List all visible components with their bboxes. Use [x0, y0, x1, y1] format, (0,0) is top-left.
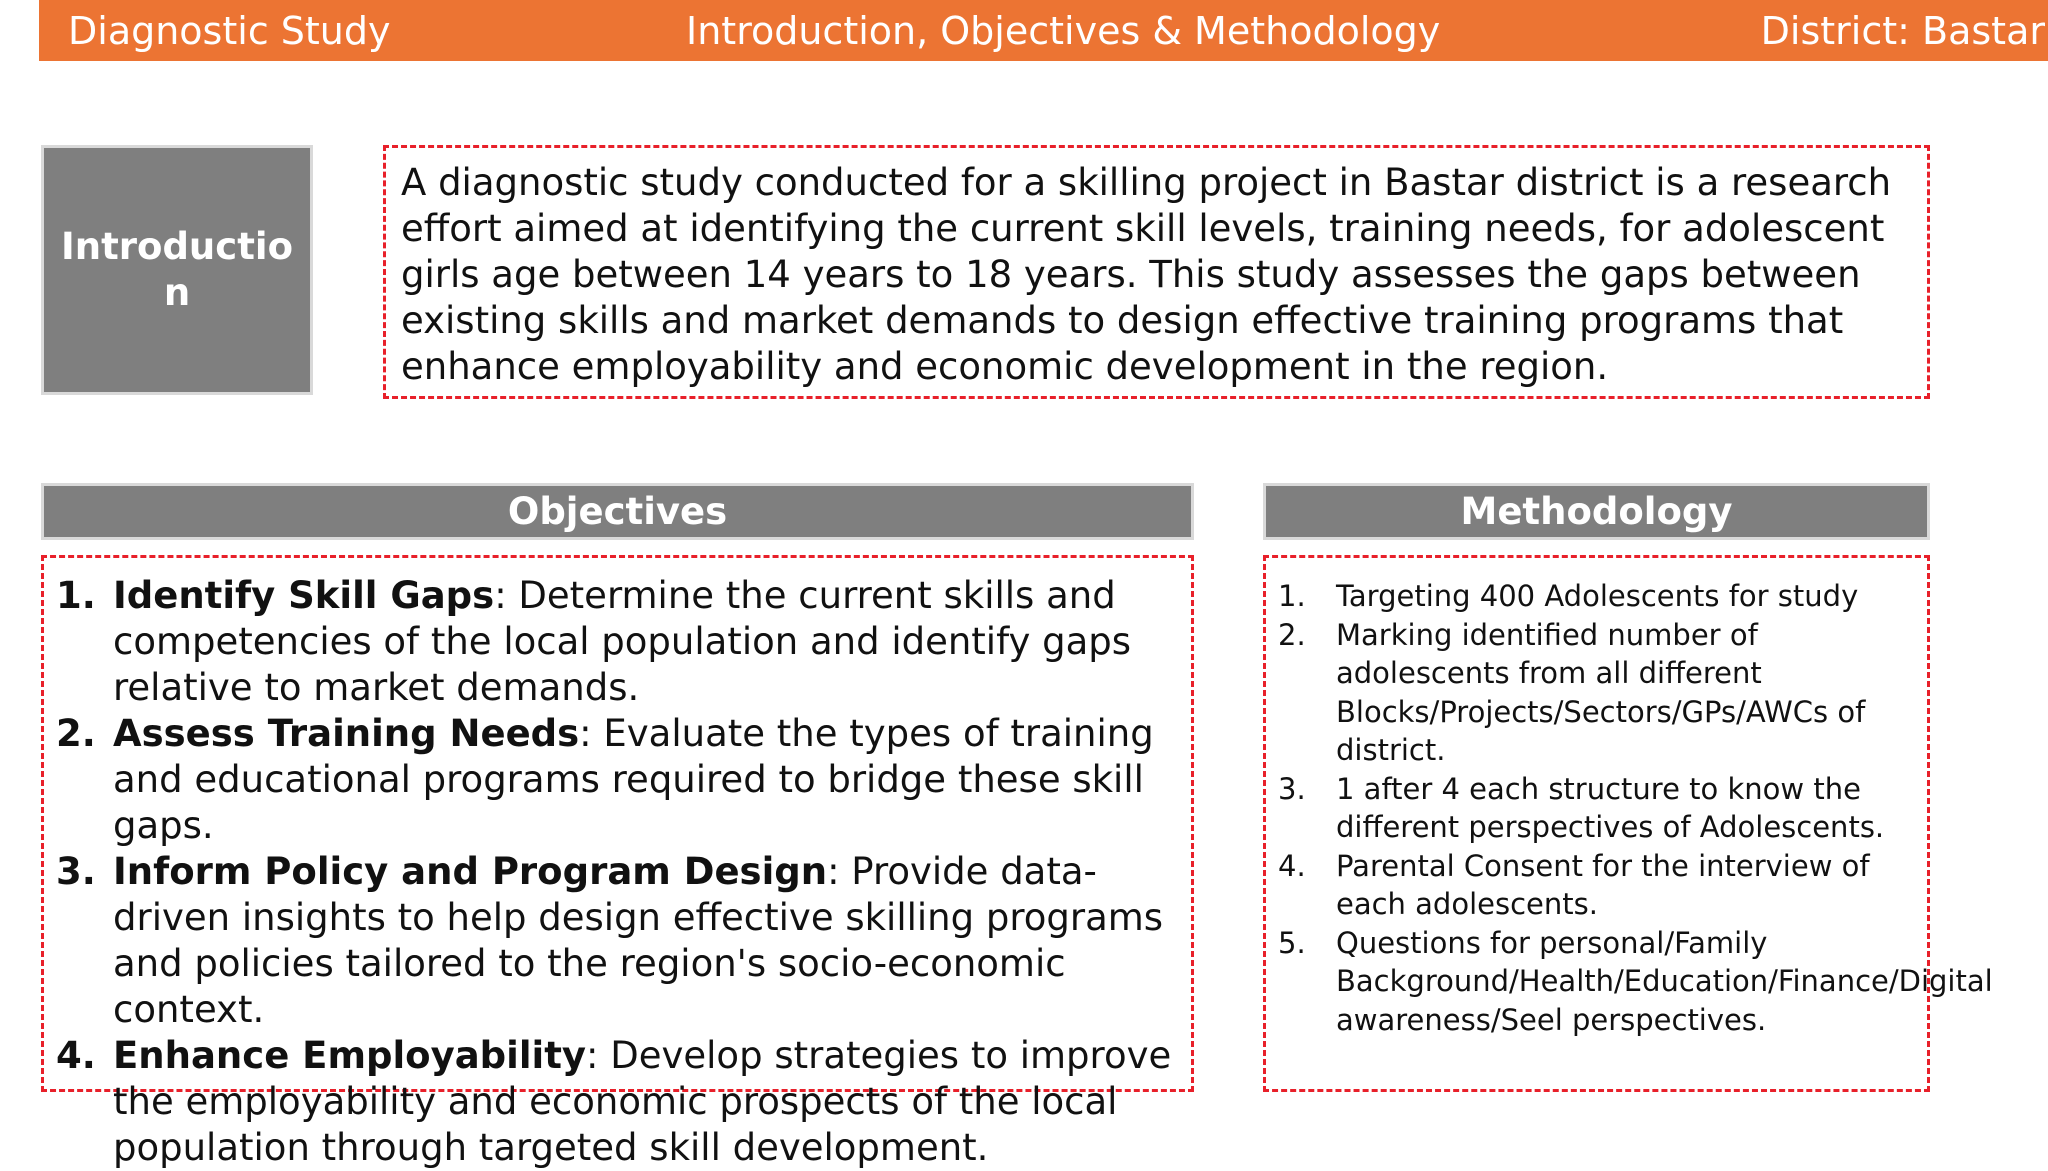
objective-content: [113, 1033, 1181, 1171]
objective-text: : Develop strategies to improve the employability and economic prospects of the local population through targeted skill development.: [113, 1034, 1172, 1169]
methodology-text: Parental Consent for the interview of each adolescents.: [1336, 848, 1870, 921]
objective-item: [56, 849, 1181, 1033]
methodology-number: 5.: [1278, 925, 1306, 960]
objective-text: : Determine the current skills and competencies of the local population and identify gaps relative to market demands.: [113, 574, 1132, 709]
methodology-text: Targeting 400 Adolescents for study: [1336, 579, 1859, 613]
objective-title: Enhance Employability: [113, 1034, 587, 1077]
objective-number: 4.: [56, 1034, 96, 1077]
methodology-item: [1278, 577, 1919, 616]
objective-number: 1.: [56, 574, 96, 617]
objective-item: [56, 711, 1181, 849]
objective-title: Identify Skill Gaps: [113, 574, 495, 617]
top-banner: [39, 0, 2048, 61]
methodology-number: 1.: [1278, 579, 1306, 613]
methodology-list-box: [1263, 555, 1993, 1092]
objective-item: [56, 1033, 1181, 1171]
methodology-number: 4.: [1278, 848, 1306, 883]
objective-title: Inform Policy and Program Design: [113, 850, 828, 893]
objective-item: [56, 573, 1181, 711]
objective-title: Assess Training Needs: [113, 712, 580, 755]
objective-content: [113, 711, 1181, 849]
objective-content: [113, 849, 1181, 1033]
methodology-number: 2.: [1278, 617, 1306, 652]
objectives-header: Objectives: [41, 483, 1194, 540]
district-label: District: Bastar: [1760, 9, 2045, 53]
methodology-item: [1278, 924, 1993, 1040]
methodology-item: [1278, 616, 1919, 770]
introduction-label: Introduction: [41, 145, 313, 395]
objective-text: : Evaluate the types of training and educational programs required to bridge these skill gaps.: [113, 712, 1154, 847]
methodology-text: Marking identified number of adolescents from all different Blocks/Projects/Sectors/GPs/AWCs of district.: [1336, 617, 1866, 767]
objective-number: 2.: [56, 712, 96, 755]
methodology-item: [1278, 770, 1919, 847]
objective-text: : Provide data-driven insights to help design effective skilling programs and policies tailored to the region's socio-economic context.: [113, 850, 1164, 1031]
methodology-text: 1 after 4 each structure to know the different perspectives of Adolescents.: [1336, 771, 1885, 844]
methodology-header: Methodology: [1263, 483, 1930, 540]
methodology-text: Questions for personal/Family Background/Health/Education/Finance/Digital awareness/Seel perspectives.: [1336, 925, 1993, 1037]
objectives-list-box: [41, 555, 1194, 1169]
introduction-text: A diagnostic study conducted for a skilling project in Bastar district is a research effort aimed at identifying the current skill levels, training needs, for adolescent girls age between 14 years to 18 years. This study assesses the gaps between existing skills and market demands to design effective training programs that enhance employability and economic development in the region.: [383, 145, 1930, 399]
methodology-item: [1278, 847, 1919, 924]
objectives-list: [56, 573, 1181, 1171]
methodology-list: [1278, 577, 1993, 1039]
objective-number: 3.: [56, 850, 96, 893]
methodology-number: 3.: [1278, 771, 1306, 806]
objective-content: [113, 573, 1181, 711]
slide-title: Introduction, Objectives & Methodology: [686, 9, 1441, 53]
study-title: Diagnostic Study: [68, 9, 391, 53]
